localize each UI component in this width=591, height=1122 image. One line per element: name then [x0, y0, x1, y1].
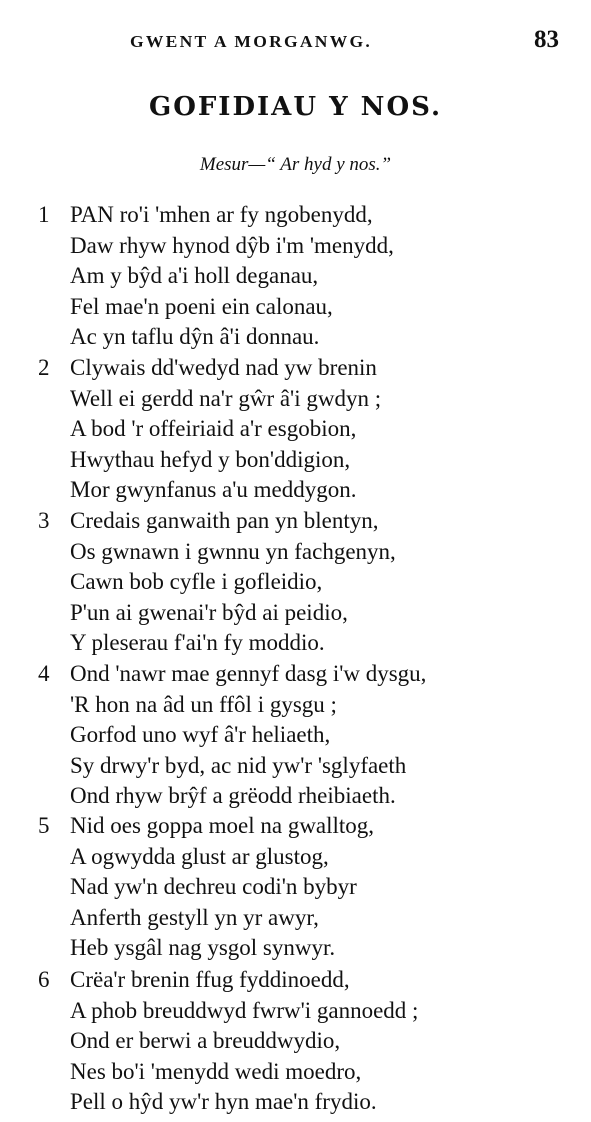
verse-line: Daw rhyw hynod dŷb i'm 'menydd, — [70, 232, 394, 258]
verse-line: Pell o hŷd yw'r hyn mae'n frydio. — [70, 1089, 377, 1114]
page-number: 83 — [534, 26, 559, 53]
stanza-number: 1 — [38, 202, 50, 227]
verse-line: Ond rhyw brŷf a grëodd rheibiaeth. — [70, 783, 396, 808]
stanza-2 — [38, 353, 558, 506]
verse-line: Sy drwy'r byd, ac nid yw'r 'sglyfaeth — [70, 752, 407, 778]
verse-line: Ac yn taflu dŷn â'i donnau. — [70, 324, 320, 349]
stanza-number: 6 — [38, 967, 50, 992]
running-head: GWENT A MORGANWG. — [130, 32, 373, 51]
meter-note: Mesur—“ Ar hyd y nos.” — [199, 154, 392, 175]
verse-line: Credais ganwaith pan yn blentyn, — [70, 508, 379, 533]
verse-line: Heb ysgâl nag ysgol synwyr. — [70, 935, 336, 960]
verse-line: Anferth gestyll yn yr awyr, — [70, 904, 319, 930]
verse-line: PAN ro'i 'mhen ar fy ngobenydd, — [70, 202, 373, 227]
verse-line: Nes bo'i 'menydd wedi moedro, — [70, 1058, 362, 1084]
verse-line: 'R hon na âd un ffôl i gysgu ; — [70, 691, 337, 717]
stanza-1 — [38, 200, 558, 353]
verse-line: A ogwydda glust ar glustog, — [70, 843, 329, 869]
stanza-6 — [38, 965, 558, 1118]
poem-title: GOFIDIAU Y NOS. — [148, 92, 442, 122]
verse-line: Am y bŷd a'i holl deganau, — [70, 263, 319, 288]
stanza-4 — [38, 659, 558, 812]
stanza-number: 5 — [38, 813, 50, 838]
verse-line: Y pleserau f'ai'n fy moddio. — [70, 630, 325, 655]
verse-line: Os gwnawn i gwnnu yn fachgenyn, — [70, 538, 396, 564]
verse-line: Nid oes goppa moel na gwalltog, — [70, 813, 375, 838]
stanza-5 — [38, 811, 558, 964]
stanza-number: 4 — [38, 661, 50, 686]
verse-line: Fel mae'n poeni ein calonau, — [70, 293, 333, 319]
verse-line: Gorfod uno wyf â'r heliaeth, — [70, 722, 331, 747]
verse-line: Mor gwynfanus a'u meddygon. — [70, 477, 357, 502]
stanza-3 — [38, 506, 558, 659]
verse-line: Ond er berwi a breuddwydio, — [70, 1028, 341, 1053]
verse-line: A bod 'r offeiriaid a'r esgobion, — [70, 416, 357, 441]
verse-line: Nad yw'n dechreu codi'n bybyr — [70, 874, 357, 899]
verse-line: Hwythau hefyd y bon'ddigion, — [70, 446, 351, 472]
verse-line: Crëa'r brenin ffug fyddinoedd, — [70, 967, 350, 992]
stanza-number: 3 — [38, 508, 50, 533]
verse-line: Cawn bob cyfle i gofleidio, — [70, 569, 323, 594]
verse-line: A phob breuddwyd fwrw'i gannoedd ; — [70, 997, 419, 1023]
verse-line: Well ei gerdd na'r gŵr â'i gwdyn ; — [70, 385, 382, 411]
verse-line: Clywais dd'wedyd nad yw brenin — [70, 355, 377, 380]
verse-line: P'un ai gwenai'r bŷd ai peidio, — [70, 599, 348, 625]
page-header — [0, 22, 591, 62]
verse-line: Ond 'nawr mae gennyf dasg i'w dysgu, — [70, 661, 427, 686]
stanza-number: 2 — [38, 355, 50, 380]
